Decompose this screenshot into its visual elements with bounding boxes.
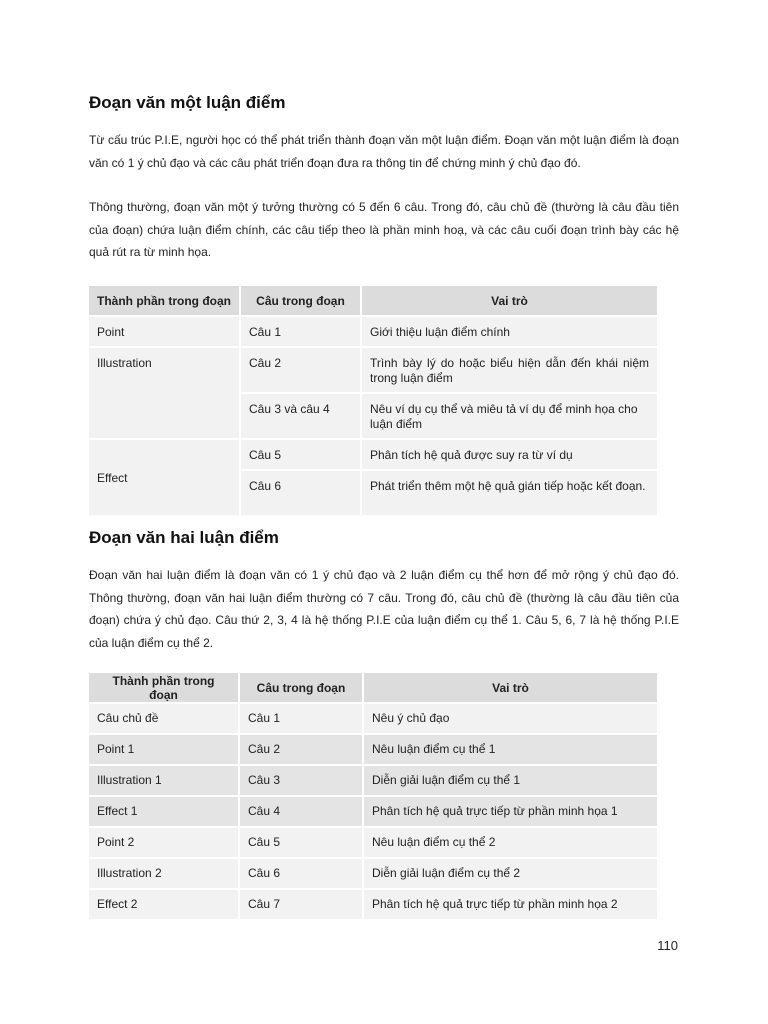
cell-role: Nêu luận điểm cụ thể 1 — [363, 734, 657, 765]
cell-part: Point 2 — [89, 827, 239, 858]
cell-role: Nêu luận điểm cụ thể 2 — [363, 827, 657, 858]
cell-sentence: Câu 2 — [240, 347, 361, 393]
table-row — [89, 796, 657, 827]
header-part: Thành phần trong đoạn — [89, 286, 240, 316]
cell-sentence: Câu 5 — [239, 827, 363, 858]
cell-sentence: Câu 3 và câu 4 — [240, 393, 361, 439]
cell-part: Câu chủ đề — [89, 703, 239, 734]
cell-role: Trình bày lý do hoặc biểu hiện dẫn đến khái niệm trong luận điểm — [361, 347, 657, 393]
cell-sentence: Câu 2 — [239, 734, 363, 765]
header-sentence: Câu trong đoạn — [240, 286, 361, 316]
table-row — [89, 703, 657, 734]
cell-role: Phân tích hệ quả trực tiếp từ phần minh họa 2 — [363, 889, 657, 919]
cell-part: Illustration — [89, 347, 240, 439]
cell-sentence: Câu 1 — [240, 316, 361, 347]
cell-sentence: Câu 3 — [239, 765, 363, 796]
section-title-one-point: Đoạn văn một luận điểm — [89, 93, 286, 112]
cell-part: Illustration 1 — [89, 765, 239, 796]
header-sentence: Câu trong đoạn — [239, 673, 363, 703]
header-role: Vai trò — [363, 673, 657, 703]
cell-role: Phân tích hệ quả trực tiếp từ phần minh họa 1 — [363, 796, 657, 827]
section1-paragraph-2: Thông thường, đoạn văn một ý tưởng thường có 5 đến 6 câu. Trong đó, câu chủ đề (thường là câu đầu tiên của đoạn) chứa luận điểm chính, các câu tiếp theo là phần minh hoạ, và các câu cuối đoạn trình bày các hệ quả rút ra từ minh họa. — [89, 200, 679, 259]
table-row — [89, 765, 657, 796]
table-row — [89, 889, 657, 919]
table-row — [89, 316, 657, 347]
cell-role: Nêu ví dụ cụ thể và miêu tả ví dụ để minh họa cho luận điểm — [361, 393, 657, 439]
cell-role: Diễn giải luận điểm cụ thể 1 — [363, 765, 657, 796]
table-header-row — [89, 286, 657, 316]
cell-role: Phát triển thêm một hệ quả gián tiếp hoặc kết đoạn. — [361, 470, 657, 515]
cell-sentence: Câu 6 — [239, 858, 363, 889]
cell-sentence: Câu 7 — [239, 889, 363, 919]
table-row — [89, 439, 657, 470]
table-row — [89, 827, 657, 858]
cell-sentence: Câu 4 — [239, 796, 363, 827]
cell-sentence: Câu 1 — [239, 703, 363, 734]
table-header-row — [89, 673, 657, 703]
two-point-table — [89, 673, 657, 919]
cell-sentence: Câu 6 — [240, 470, 361, 515]
cell-part: Point — [89, 316, 240, 347]
cell-role: Phân tích hệ quả được suy ra từ ví dụ — [361, 439, 657, 470]
cell-role: Diễn giải luận điểm cụ thể 2 — [363, 858, 657, 889]
section-title-two-points: Đoạn văn hai luận điểm — [89, 528, 279, 547]
cell-part: Effect 1 — [89, 796, 239, 827]
one-point-table — [89, 286, 657, 515]
section1-paragraph-1: Từ cấu trúc P.I.E, người học có thể phát triển thành đoạn văn một luận điểm. Đoạn văn một luận điểm là đoạn văn có 1 ý chủ đạo và các câu phát triển đoạn đưa ra thông tin để chứng minh ý chủ đạo đó. — [89, 133, 679, 170]
cell-part: Point 1 — [89, 734, 239, 765]
table-row — [89, 734, 657, 765]
cell-role: Giới thiệu luận điểm chính — [361, 316, 657, 347]
header-part: Thành phần trong đoạn — [89, 673, 239, 703]
cell-role: Nêu ý chủ đạo — [363, 703, 657, 734]
table-row — [89, 858, 657, 889]
header-role: Vai trò — [361, 286, 657, 316]
cell-part: Illustration 2 — [89, 858, 239, 889]
cell-part: Effect — [89, 439, 240, 515]
cell-part: Effect 2 — [89, 889, 239, 919]
table-row — [89, 347, 657, 393]
section2-paragraph-1: Đoạn văn hai luận điểm là đoạn văn có 1 ý chủ đạo và 2 luận điểm cụ thể hơn để mở rộng ý chủ đạo đó. Thông thường, đoạn văn hai luận điểm thường có 7 câu. Trong đó, câu chủ đề (thường là câu đầu tiên của đoạn) chứa ý chủ đạo. Câu thứ 2, 3, 4 là hệ thống P.I.E của luận điểm cụ thể 1. Câu 5, 6, 7 là hệ thống P.I.E của luận điểm cụ thể 2. — [89, 568, 679, 650]
cell-sentence: Câu 5 — [240, 439, 361, 470]
page-number: 110 — [657, 938, 678, 953]
